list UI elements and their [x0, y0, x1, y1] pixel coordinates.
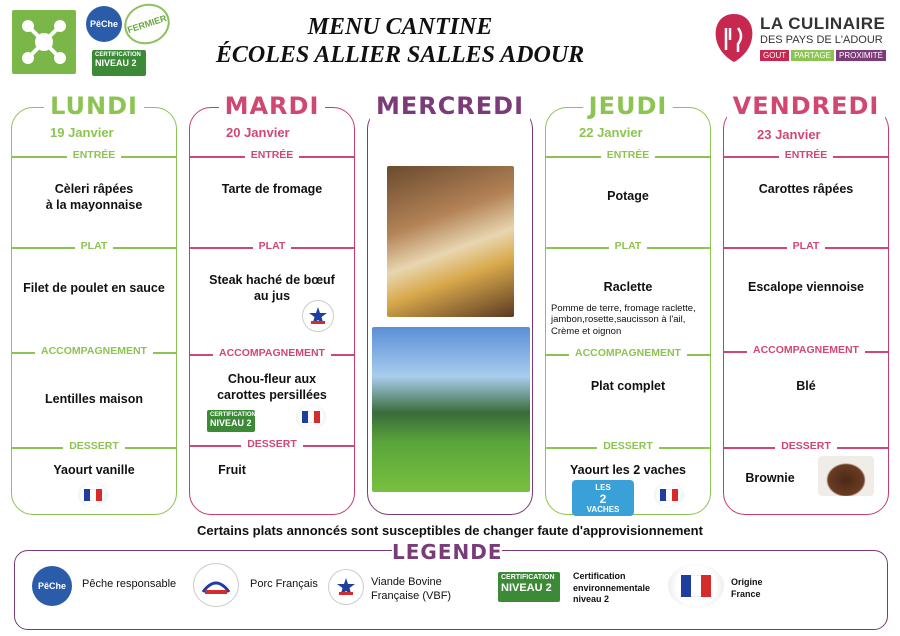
dish-accompagnement: Lentilles maison [45, 392, 143, 406]
section-accompagnement: ACCOMPAGNEMENT [190, 347, 354, 361]
page-title: MENU CANTINE [307, 14, 493, 40]
dish-dessert: Yaourt vanille [53, 463, 135, 477]
dish-dessert: Yaourt les 2 vaches [569, 463, 687, 477]
section-entree: ENTRÉE [12, 149, 176, 163]
dish-plat: Escalope viennoise [747, 280, 865, 294]
section-entree: ENTRÉE [724, 149, 888, 163]
dish-dessert: Fruit [218, 463, 246, 477]
culinaire-name: LA CULINAIRE [760, 14, 886, 33]
culinaire-logo [712, 10, 892, 70]
certification-icon: CERTIFICATION NIVEAU 2 [498, 572, 560, 602]
dish-plat: Steak haché de bœuf au jus [209, 273, 335, 304]
day-date-mardi: 20 Janvier [226, 125, 290, 140]
dish-entree: Tarte de fromage [221, 182, 323, 196]
day-name-jeudi: JEUDI [583, 92, 674, 120]
raclette-photo [387, 166, 514, 317]
legend-cert-label: Certification environnementale niveau 2 [573, 571, 651, 605]
peche-responsable-logo-icon: PêChe [86, 6, 122, 42]
section-accompagnement: ACCOMPAGNEMENT [546, 347, 710, 361]
tag-partage: PARTAGE [791, 50, 834, 61]
origine-france-icon [668, 564, 724, 608]
vbf-label-icon [302, 300, 334, 332]
dish-plat: Raclette [603, 280, 653, 294]
certification-badge-icon: CERTIFICATION NIVEAU 2 [92, 50, 146, 76]
page-subtitle: ÉCOLES ALLIER SALLES ADOUR [215, 42, 585, 68]
day-column-jeudi [545, 92, 711, 515]
dish-accompagnement: Blé [796, 379, 816, 393]
section-plat: PLAT [724, 240, 888, 254]
day-column-lundi [11, 92, 177, 515]
fermier-logo-icon: FERMIER [119, 0, 175, 50]
certification-badge-icon: CERTIFICATION NIVEAU 2 [207, 410, 255, 432]
peche-responsable-icon: PêChe [32, 566, 72, 606]
tag-gout: GOUT [760, 50, 789, 61]
day-date-lundi: 19 Janvier [50, 125, 114, 140]
day-name-mardi: MARDI [219, 92, 326, 120]
origine-france-icon [296, 404, 326, 430]
tag-proximite: PROXIMITÉ [836, 50, 886, 61]
section-plat: PLAT [12, 240, 176, 254]
section-dessert: DESSERT [724, 440, 888, 454]
dish-plat-detail: Pomme de terre, fromage raclette, jambon,rosette,saucisson à l'ail, Crème et oignon [551, 303, 696, 337]
section-dessert: DESSERT [546, 440, 710, 454]
day-name-mercredi: MERCREDI [370, 92, 530, 120]
section-entree: ENTRÉE [546, 149, 710, 163]
dish-accompagnement: Plat complet [590, 379, 666, 393]
legend-peche-label: Pêche responsable [82, 578, 177, 590]
section-plat: PLAT [190, 240, 354, 254]
legend-title: LEGENDE [392, 540, 503, 564]
partner-logo-icon [12, 10, 76, 74]
vbf-icon [328, 569, 364, 605]
dish-entree: Potage [607, 189, 649, 203]
legend-vbf-label: Viande Bovine Française (VBF) [371, 576, 452, 603]
section-accompagnement: ACCOMPAGNEMENT [12, 345, 176, 359]
day-column-mardi [189, 92, 355, 515]
dish-entree: Cèleri râpées à la mayonnaise [45, 182, 143, 213]
day-name-lundi: LUNDI [44, 92, 144, 120]
origine-france-icon [654, 482, 684, 508]
dish-accompagnement: Chou-fleur aux carottes persillées [217, 372, 327, 403]
section-accompagnement: ACCOMPAGNEMENT [724, 344, 888, 358]
mountain-cows-photo [372, 327, 530, 492]
origine-france-icon [78, 482, 108, 508]
culinaire-mark-icon [712, 10, 756, 64]
les-2-vaches-logo-icon: LES 2 VACHES [572, 480, 634, 516]
porc-francais-icon [193, 563, 239, 607]
availability-notice: Certains plats annoncés sont susceptibles de changer faute d'approvisionnement [197, 523, 703, 538]
day-name-vendredi: VENDREDI [727, 92, 886, 120]
section-entree: ENTRÉE [190, 149, 354, 163]
section-plat: PLAT [546, 240, 710, 254]
dish-dessert: Brownie [745, 471, 795, 485]
brownie-photo [818, 456, 874, 496]
culinaire-subtitle: DES PAYS DE L'ADOUR [760, 34, 883, 46]
section-dessert: DESSERT [190, 438, 354, 452]
legend-origine-label: Origine France [731, 577, 763, 599]
day-date-vendredi: 23 Janvier [757, 127, 821, 142]
legend-porc-label: Porc Français [250, 578, 318, 590]
day-date-jeudi: 22 Janvier [579, 125, 643, 140]
section-dessert: DESSERT [12, 440, 176, 454]
day-column-vendredi [723, 92, 889, 515]
dish-entree: Carottes râpées [758, 182, 854, 196]
dish-plat: Filet de poulet en sauce [23, 281, 165, 295]
